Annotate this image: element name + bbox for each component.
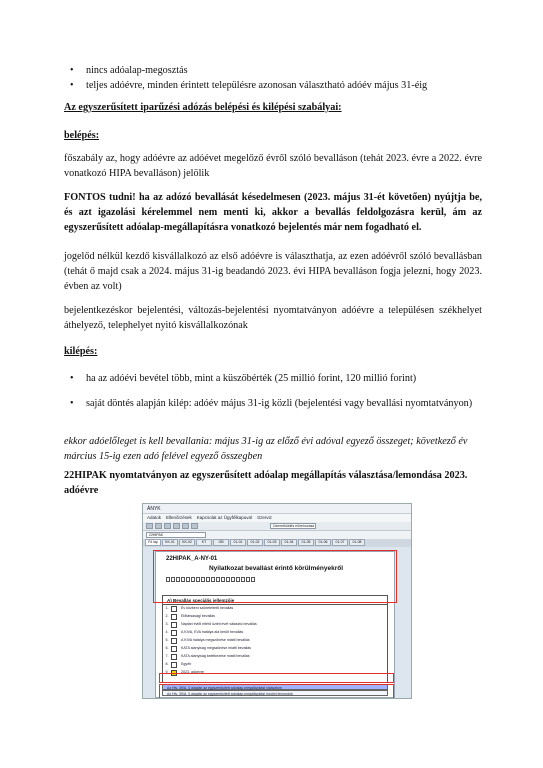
- tab[interactable]: KT: [196, 539, 212, 546]
- tab[interactable]: 01-06: [315, 539, 331, 546]
- choice-option-selected[interactable]: Az Htv. 39/A. § alapján az egyszerűsített adóalap-megállapítást választom: [162, 684, 388, 690]
- form-select[interactable]: 22HIPAK: [146, 532, 206, 538]
- section-a: [162, 595, 388, 683]
- checkbox-row: 6. KATA alanyiság megszűnése miatti bevallás: [165, 646, 251, 651]
- important-paragraph: FONTOS tudni! ha az adózó bevallását késedelmesen (2023. május 31-ét követően) nyújtja be, és azt igazolási kérelemmel nem menti ki, akkor a bevallás feldolgozásra kerül, ám az egyszerűsített adóalap-megállapításra vonatkozó bejelentés már nem fogadható el.: [64, 192, 482, 233]
- highlight-frame: [153, 550, 397, 603]
- list-item: • teljes adóévre, minden érintett településre azonosan választható adóév május 31-éig: [64, 79, 482, 94]
- tab[interactable]: GB: [213, 539, 229, 546]
- checkbox-row: 3. Naptári évtől eltérő üzleti évet választó bevallás: [165, 622, 257, 627]
- checkbox-row: 5. A KIVA hatálya megszűnése miatti bevallás: [165, 638, 250, 643]
- entry-heading: belépés:: [64, 130, 100, 141]
- list-item: • saját döntés alapján kilép: adóév május 31-ig közli (bejelentési vagy bevallási nyomtatványon): [64, 397, 482, 412]
- checkbox-row-selected: 9. 2023. adóévre: [165, 670, 204, 675]
- registration-paragraph: bejelentkezéskor bejelentési, változás-bejelentési nyomtatványon adóévre a településen székhelyet áthelyező, telephelyet nyitó kisvállalkozónak: [64, 305, 482, 331]
- highlight-frame: [159, 684, 394, 699]
- form-tabs: [143, 539, 411, 547]
- exit-heading: kilépés:: [64, 346, 98, 357]
- checkbox[interactable]: [171, 638, 177, 644]
- menu-item[interactable]: Szerviz: [257, 515, 272, 520]
- tab[interactable]: 01-08: [349, 539, 365, 546]
- tab[interactable]: KK-01: [162, 539, 178, 546]
- tab[interactable]: 01-07: [332, 539, 348, 546]
- form-id: 22HIPAK_A-NY-01: [166, 556, 218, 562]
- checkbox-row: 7. KATA alanyiság keletkezése miatti bevallás: [165, 654, 250, 659]
- list-item: • ha az adóévi bevétel több, mint a küszöbérték (25 millió forint, 120 millió forint): [64, 372, 482, 387]
- form-screenshot: [142, 503, 412, 699]
- section-header: A) Bevallás speciális jellemzője: [163, 596, 387, 605]
- top-bullet-list: [64, 64, 482, 94]
- toolbar-icon[interactable]: [191, 523, 198, 529]
- form-select-row: [143, 531, 411, 539]
- checkbox[interactable]: [171, 662, 177, 668]
- tab[interactable]: 01-03: [264, 539, 280, 546]
- checkbox-row: 1. Év közbeni szüneteltető bevallás: [165, 606, 234, 611]
- entry-paragraph: főszabály az, hogy adóévre az adóévet megelőző évről szóló bevalláson (tehát 2023. évre a 2022. évre vonatkozó HIPA bevalláson) jelölik: [64, 153, 482, 179]
- exit-bullet-list: [64, 372, 482, 387]
- checkbox-row: 2. Előtársasági bevallás: [165, 614, 215, 619]
- tab[interactable]: 01-02: [247, 539, 263, 546]
- menu-item[interactable]: Kapcsolat az Ügyfélkapuval: [196, 515, 253, 520]
- form-heading: 22HIPAK nyomtatványon az egyszerűsített adóalap megállapítás választása/lemondása 2023. adóévre: [64, 470, 468, 496]
- toolbar-icon[interactable]: [155, 523, 162, 529]
- toolbar: [143, 522, 411, 531]
- send-button[interactable]: Üzenetküldés előrehozása: [270, 523, 316, 529]
- window-title: ÁNYK: [147, 506, 161, 512]
- choice-option[interactable]: Az Htv. 39/A. § alapján az egyszerűsített adóalap-megállapítási módról lemondok: [162, 690, 388, 696]
- checkbox[interactable]: [171, 630, 177, 636]
- menu-item[interactable]: Adatok: [147, 515, 162, 520]
- highlight-frame: [159, 673, 394, 683]
- checkbox[interactable]: [171, 622, 177, 628]
- exit-bullet-list-2: [64, 397, 482, 412]
- toolbar-icon[interactable]: [164, 523, 171, 529]
- menu-bar: [143, 514, 411, 522]
- tab[interactable]: 01-04: [281, 539, 297, 546]
- list-item: • nincs adóalap-megosztás: [64, 64, 482, 79]
- menu-item[interactable]: Ellenőrzések: [166, 515, 192, 520]
- checkbox[interactable]: [171, 646, 177, 652]
- advance-tax-note: ekkor adóelőleget is kell bevallania: május 31-ig az előző évi adóval egyező összeget; következő év március 15-ig ezen adó felével egyező összegben: [64, 436, 468, 462]
- rules-heading: Az egyszerűsített iparűzési adózás belépési és kilépési szabályai:: [64, 102, 342, 113]
- newcomer-paragraph: jogelőd nélkül kezdő kisvállalkozó az első adóévre is választhatja, az ezen adóévről szóló bevallásban (tehát ő majd csak a 2024. május 31-ig beadandó 2023. évi HIPA bevalláson fogja jelezni, hogy 2023. évben az volt): [64, 251, 482, 292]
- checkbox-row: 4. A KIVA, EVA hatálya alá került bevallás: [165, 630, 244, 635]
- checkbox-row: 8. Egyéb: [165, 662, 192, 667]
- form-title: Nyilatkozat bevallást érintő körülményekről: [208, 565, 344, 572]
- checkbox[interactable]: [171, 614, 177, 620]
- checkbox[interactable]: [171, 654, 177, 660]
- toolbar-icon[interactable]: [182, 523, 189, 529]
- checkbox[interactable]: [171, 606, 177, 612]
- toolbar-icon[interactable]: [146, 523, 153, 529]
- window-titlebar: [143, 504, 411, 514]
- tab[interactable]: Fő lap: [145, 539, 161, 546]
- tab[interactable]: 01-05: [298, 539, 314, 546]
- tab[interactable]: KK-02: [179, 539, 195, 546]
- tab[interactable]: 01-01: [230, 539, 246, 546]
- toolbar-icon[interactable]: [173, 523, 180, 529]
